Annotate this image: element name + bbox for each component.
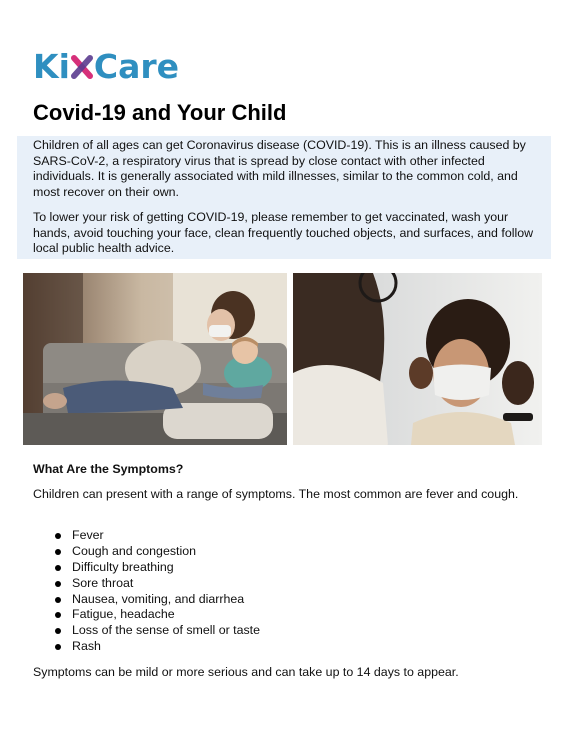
- page-title: Covid-19 and Your Child: [33, 100, 287, 125]
- symptom-text: Fatigue, headache: [72, 607, 175, 622]
- logo-text-part2: Care: [93, 47, 180, 86]
- list-item: [33, 623, 260, 639]
- bullet-icon: [55, 644, 61, 650]
- bullet-icon: [55, 597, 61, 603]
- list-item: [33, 607, 260, 623]
- x-cross-icon: [71, 54, 93, 80]
- list-item: [33, 592, 260, 608]
- list-item: [33, 639, 260, 655]
- symptoms-heading: What Are the Symptoms?: [33, 462, 184, 476]
- photo-child-wearing-mask: [293, 273, 542, 445]
- symptom-text: Loss of the sense of smell or taste: [72, 623, 261, 638]
- symptom-list: [33, 528, 260, 655]
- symptom-text: Sore throat: [72, 575, 134, 590]
- kixcare-logo: [33, 49, 179, 85]
- list-item: [33, 528, 260, 544]
- bullet-icon: [55, 533, 61, 539]
- symptom-text: Nausea, vomiting, and diarrhea: [72, 591, 245, 606]
- intro-paragraph-2: To lower your risk of getting COVID-19, please remember to get vaccinated, wash your hands, avoid touching your face, clean frequently touched objects, and surfaces, and follow local public health advice.: [33, 210, 534, 256]
- logo-text-part1: Ki: [33, 47, 70, 86]
- intro-paragraph-1: Children of all ages can get Coronavirus disease (COVID-19). This is an illness caused by SARS-CoV-2, a respiratory virus that is spread by close contact with other infected individuals. It is generally associated with mild illnesses, similar to the common cold, and most recover on their own.: [33, 138, 526, 199]
- symptom-text: Rash: [72, 639, 101, 654]
- symptom-text: Difficulty breathing: [72, 559, 174, 574]
- symptom-text: Fever: [72, 528, 104, 542]
- symptoms-intro: Children can present with a range of symptoms. The most common are fever and cough.: [33, 487, 519, 501]
- list-item: [33, 576, 260, 592]
- bullet-icon: [55, 549, 61, 555]
- list-item: [33, 560, 260, 576]
- intro-highlight-box: [17, 136, 551, 259]
- symptoms-closing: Symptoms can be mild or more serious and can take up to 14 days to appear.: [33, 665, 459, 679]
- bullet-icon: [55, 565, 61, 571]
- bullet-icon: [55, 581, 61, 587]
- symptom-text: Cough and congestion: [72, 543, 197, 558]
- bullet-icon: [55, 628, 61, 634]
- bullet-icon: [55, 612, 61, 618]
- photo-mother-and-child-on-couch: [23, 273, 287, 445]
- list-item: [33, 544, 260, 560]
